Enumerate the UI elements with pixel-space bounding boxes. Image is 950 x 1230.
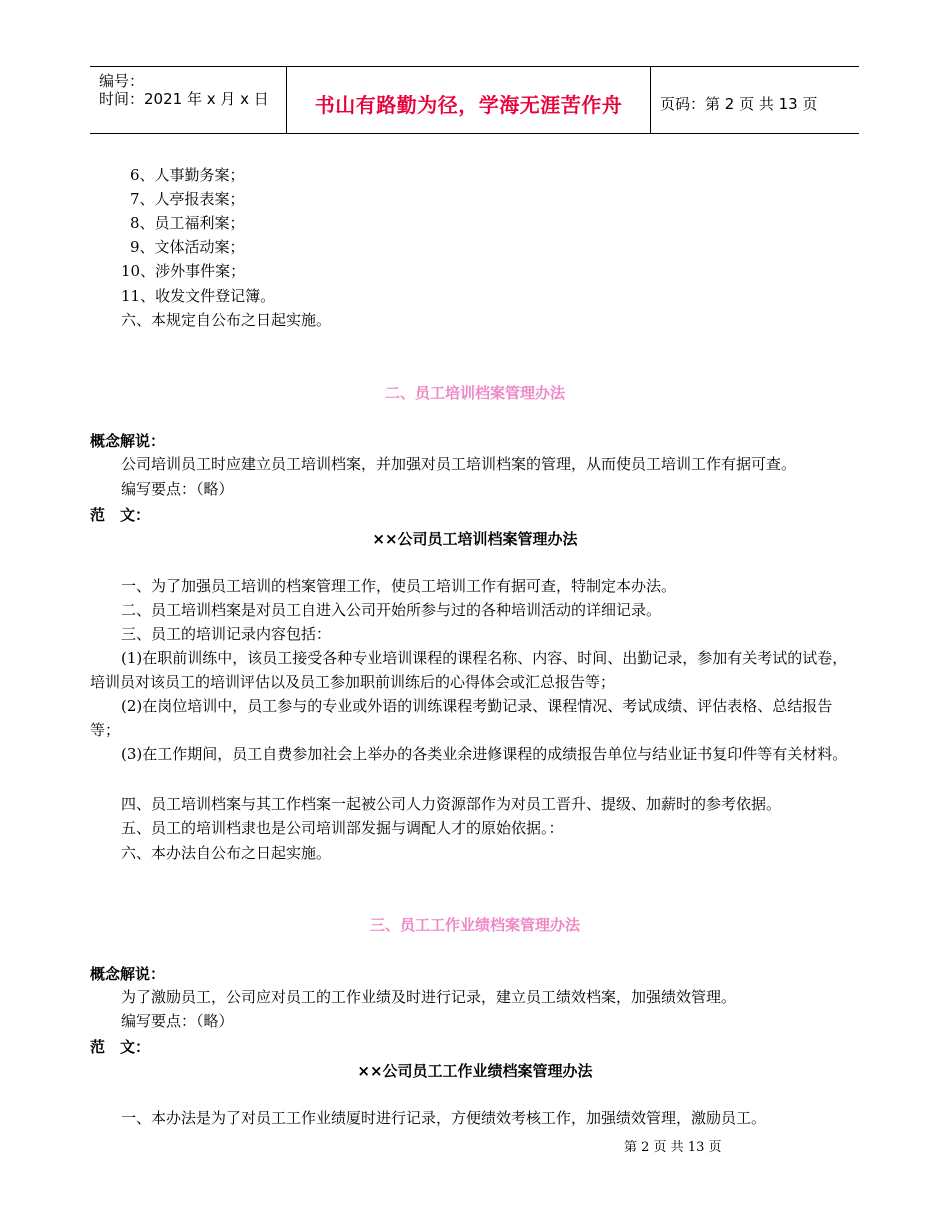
sample-label: 范 文：: [90, 506, 151, 524]
key-points: 编写要点：（略）: [121, 1012, 234, 1030]
paragraph: 二、员工培训档案是对员工自进入公司开始所参与过的各种培训活动的详细记录。: [121, 601, 662, 619]
header-motto: 书山有路勤为径，学海无涯苦作舟: [314, 92, 623, 117]
document-title: ××公司员工培训档案管理办法: [372, 530, 578, 548]
paragraph: 一、本办法是为了对员工工作业绩厦时进行记录，方便绩效考核工作，加强绩效管理，激励员工。: [121, 1109, 767, 1127]
key-points: 编写要点：（略）: [121, 480, 234, 498]
section-title: 二、员工培训档案管理办法: [384, 384, 565, 402]
sample-label: 范 文：: [90, 1038, 151, 1056]
list-item: 10、涉外事件案；: [121, 262, 246, 280]
section-title: 三、员工工作业绩档案管理办法: [369, 916, 580, 934]
page-footer: 第 2 页 共 13 页: [624, 1140, 722, 1155]
paragraph: (3)在工作期间，员工自费参加社会上举办的各类业余进修课程的成绩报告单位与结业证书复印件等有关材料。: [121, 745, 848, 763]
list-item: 6、人事勤务案；: [130, 166, 245, 184]
header-page-number: 页码：第 2 页 共 13 页: [660, 94, 818, 113]
document-time-label: 时间：2021 年 x 月 x 日: [99, 90, 269, 108]
header-right-cell: [651, 67, 859, 133]
header-center-cell: [287, 67, 651, 133]
list-item: 六、本规定自公布之日起实施。: [121, 311, 332, 329]
header-left-cell: [90, 67, 287, 133]
paragraph: 五、员工的培训档隶也是公司培训部发掘与调配人才的原始依据。：: [121, 819, 564, 837]
paragraph: 三、员工的培训记录内容包括：: [121, 625, 332, 643]
concept-label: 概念解说：: [90, 432, 166, 450]
paragraph: 四、员工培训档案与其工作档案一起被公司人力资源部作为对员工晋升、提级、加薪时的参考依据。: [121, 795, 782, 813]
document-number-label: 编号：: [99, 72, 145, 90]
concept-text: 公司培训员工时应建立员工培训档案，并加强对员工培训档案的管理，从而使员工培训工作有据可查。: [121, 455, 797, 473]
list-item: 8、员工福利案；: [130, 214, 245, 232]
list-item: 11、收发文件登记簿。: [121, 287, 276, 305]
paragraph: (1)在职前训练中，该员工接受各种专业培训课程的课程名称、内容、时间、出勤记录，参加有关考试的试卷，培训员对该员工的培训评估以及员工参加职前训练后的心得体会或汇总报告等；: [90, 649, 848, 691]
concept-label: 概念解说：: [90, 965, 166, 983]
document-title: ××公司员工工作业绩档案管理办法: [357, 1062, 593, 1080]
paragraph: (2)在岗位培训中，员工参与的专业或外语的训练课程考勤记录、课程情况、考试成绩、评估表格、总结报告等；: [90, 697, 833, 739]
paragraph: 六、本办法自公布之日起实施。: [121, 844, 332, 862]
concept-text: 为了激励员工，公司应对员工的工作业绩及时进行记录，建立员工绩效档案，加强绩效管理。: [121, 988, 737, 1006]
list-item: 9、文体活动案；: [130, 238, 245, 256]
header-table: [90, 66, 859, 134]
list-item: 7、人亭报表案；: [130, 190, 245, 208]
paragraph: 一、为了加强员工培训的档案管理工作，使员工培训工作有据可查，特制定本办法。: [121, 577, 677, 595]
